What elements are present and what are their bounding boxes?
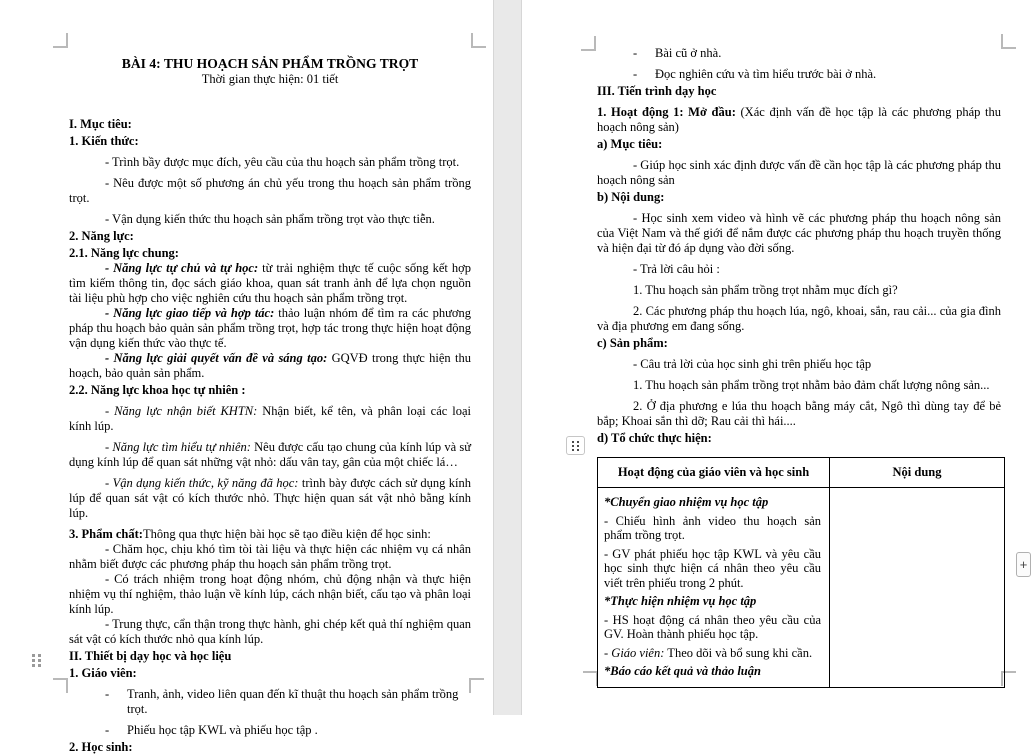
section-heading (597, 137, 1001, 152)
paragraph (69, 476, 471, 521)
crop-mark (1001, 34, 1016, 49)
paragraph-text: - Giúp học sinh xác định được vấn đề cần học tập là các phương pháp thu hoạch nông sản (597, 158, 1001, 187)
paragraph (69, 176, 471, 206)
table-header-content: Nội dung (830, 458, 1005, 488)
paragraph-text: 1. Thu hoạch sản phẩm trồng trọt nhằm bảo đảm chất lượng nông sản... (633, 378, 990, 392)
paragraph (597, 304, 1001, 334)
section-heading (69, 527, 471, 542)
list-dash: - (633, 46, 638, 60)
section-heading (69, 649, 471, 664)
paragraph-lead: - Năng lực tự chủ và tự học: (105, 261, 259, 275)
paragraph-text: - Chiếu hình ảnh video thu hoạch sản phẩm trồng trọt. (604, 513, 821, 542)
paragraph (597, 262, 1001, 277)
paragraph-lead: - Năng lực nhận biết KHTN: (105, 404, 258, 418)
paragraph-text: a) Mục tiêu: (597, 137, 663, 151)
paragraph-text: - Chăm học, chịu khó tìm tòi tài liệu và thực hiện các nhiệm vụ cá nhân nhằm biết được các phương pháp thu hoạch sản phẩm trồng trọt. (69, 542, 471, 571)
section-heading (597, 190, 1001, 205)
paragraph-text: - Trả lời câu hỏi : (633, 262, 720, 276)
paragraph-text: Đọc nghiên cứu và tìm hiểu trước bài ở nhà. (655, 67, 877, 81)
section-heading (597, 431, 1001, 446)
paragraph-text: - GV phát phiếu học tập KWL và yêu cầu học sinh thực hiện cá nhân theo yêu cầu viết trên phiếu trong 2 phút. (604, 546, 821, 590)
paragraph-text: 2.1. Năng lực chung: (69, 246, 179, 260)
list-dash: - (105, 723, 110, 737)
paragraph-text: 2. Năng lực: (69, 229, 134, 243)
paragraph-text: *Báo cáo kết quả và thảo luận (604, 664, 761, 678)
paragraph-text: GQVĐ trong thực hiện thu hoạch, bảo quản sản phẩm. (69, 351, 471, 380)
paragraph (69, 572, 471, 617)
crop-mark (581, 36, 596, 51)
paragraph-text: - Trung thực, cẩn thận trong thực hành, ghi chép kết quả thí nghiệm quan sát vật có kích thước nhỏ qua kính lúp. (69, 617, 471, 646)
paragraph-text: Theo dõi và bổ sung khi cần. (664, 645, 813, 660)
activity-table (597, 457, 1005, 688)
paragraph (597, 357, 1001, 372)
crop-mark (471, 33, 486, 48)
paragraph-text: 2. Học sinh: (69, 740, 133, 754)
paragraph-text: Tranh, ảnh, video liên quan đến kĩ thuật thu hoạch sản phẩm trồng trọt. (127, 687, 459, 716)
document-title (69, 55, 471, 72)
paragraph-text: từ trải nghiệm thực tế cuộc sống kết hợp tìm kiếm thông tin, đọc sách giáo khoa, quan sát tranh ảnh để lựa chọn nguồn tài liệu phù hợp cho việc nghiên cứu thu hoạch sản phẩm trồng trọt. (69, 261, 471, 305)
table-cell-activities (598, 488, 830, 688)
table-step-heading (604, 664, 821, 679)
section-heading (69, 666, 471, 681)
paragraph-text: (Xác định vấn đề học tập là các phương pháp thu hoạch nông sản) (597, 105, 1001, 134)
paragraph-lead: - Năng lực giải quyết vấn đề và sáng tạo: (105, 351, 328, 365)
paragraph (597, 378, 1001, 393)
drag-handle-icon[interactable] (32, 654, 35, 657)
paragraph-text: 1. Kiến thức: (69, 134, 139, 148)
paragraph (69, 306, 471, 351)
paragraph-text: thảo luận nhóm để tìm ra các phương pháp thu hoạch bảo quản sản phẩm trồng trọt, hợp tác trong thực hiện hoạt động vận dụng kiến thức vào thực tế. (69, 306, 471, 350)
paragraph-lead: 3. Phẩm chất: (69, 527, 143, 541)
paragraph-text: III. Tiến trình dạy học (597, 84, 717, 98)
paragraph-lead: 1. Hoạt động 1: Mở đầu: (597, 105, 736, 119)
list-dash: - (633, 67, 638, 81)
paragraph-text: 2. Ở địa phương e lúa thu hoạch bằng máy cắt, Ngô thì dùng tay để bẻ bắp; Khoai sắn thì dỡ; Rau cải thì hái.... (597, 399, 1001, 428)
plus-icon: + (1019, 557, 1028, 572)
list-item (69, 687, 471, 717)
paragraph (597, 283, 1001, 298)
paragraph (69, 351, 471, 381)
table-move-handle-icon[interactable] (566, 436, 585, 455)
paragraph (597, 399, 1001, 429)
paragraph-text: 2.2. Năng lực khoa học tự nhiên : (69, 383, 246, 397)
paragraph-text: I. Mục tiêu: (69, 117, 132, 131)
paragraph-text: II. Thiết bị dạy học và học liệu (69, 649, 232, 663)
paragraph-text: - HS hoạt động cá nhân theo yêu cầu của GV. Hoàn thành phiếu học tập. (604, 612, 821, 641)
list-item (597, 67, 1001, 82)
section-heading (597, 84, 1001, 99)
crop-mark (583, 671, 598, 686)
page-gap (493, 0, 522, 715)
paragraph-text: d) Tổ chức thực hiện: (597, 431, 712, 445)
section-heading (69, 134, 471, 149)
page-2 (522, 0, 1032, 715)
paragraph-text: Nêu được cấu tạo chung của kính lúp và sử dụng kính lúp để quan sát những vật nhỏ: dấu vân tay, gân của một chiếc lá… (69, 440, 472, 469)
list-dash: - (105, 687, 110, 701)
paragraph-text: b) Nội dung: (597, 190, 665, 204)
table-row (598, 488, 1005, 688)
crop-mark (469, 678, 484, 693)
table-step-heading (604, 495, 821, 510)
table-paragraph (604, 547, 821, 591)
section-heading (69, 246, 471, 261)
paragraph-text: *Chuyển giao nhiệm vụ học tập (604, 495, 769, 509)
table-paragraph (604, 514, 821, 543)
paragraph-text: Nhận biết, kể tên, và phân loại các loại kính lúp. (69, 404, 471, 433)
paragraph-text: - Nêu được một số phương án chủ yếu trong thu hoạch sản phẩm trồng trọt. (69, 176, 471, 205)
section-heading (69, 117, 471, 132)
paragraph-text: Thời gian thực hiện: 01 tiết (201, 72, 339, 86)
paragraph (69, 261, 471, 306)
paragraph-lead: - Năng lực tìm hiểu tự nhiên: (105, 440, 251, 454)
section-heading (69, 383, 471, 398)
paragraph-text: trình bày được cách sử dụng kính lúp để quan sát vật có kích thước nhỏ. Thực hiện quan sát vật nhỏ bằng kính lúp. (69, 476, 471, 520)
section-heading (69, 740, 471, 755)
paragraph (69, 155, 471, 170)
paragraph-text: - Học sinh xem video và hình vẽ các phương pháp thu hoạch nông sản của Việt Nam và thế giới để nắm được các phương pháp thu hoạch truyền thống và hiện đại từ đó áp dụng vào đời sống. (597, 211, 1001, 255)
paragraph-lead: - Vận dụng kiến thức, kỹ năng đã học: (105, 476, 299, 490)
list-item (597, 46, 1001, 61)
paragraph (597, 211, 1001, 256)
document-subtitle (69, 72, 471, 87)
page-1 (0, 0, 493, 754)
paragraph-text: - Trình bầy được mục đích, yêu cầu của thu hoạch sản phẩm trồng trọt. (105, 155, 460, 169)
table-paragraph (604, 646, 821, 661)
paragraph-text: Thông qua thực hiện bài học sẽ tạo điều kiện để học sinh: (142, 527, 431, 541)
crop-mark (53, 678, 68, 693)
paragraph-text: Bài cũ ở nhà. (655, 46, 722, 60)
section-heading (597, 336, 1001, 351)
table-cell-content (830, 488, 1005, 688)
paragraph (69, 440, 471, 470)
paragraph (69, 404, 471, 434)
table-header-row (598, 458, 1005, 488)
paragraph-text: 1. Thu hoạch sản phẩm trồng trọt nhằm mục đích gì? (633, 283, 898, 297)
section-heading (597, 105, 1001, 135)
page-2-text (597, 40, 1001, 446)
paragraph-text: - Vận dụng kiến thức thu hoạch sản phẩm trồng trọt vào thực tiễn. (105, 212, 435, 226)
list-item (69, 723, 471, 738)
paragraph (69, 542, 471, 572)
table-step-heading (604, 594, 821, 609)
table-paragraph (604, 613, 821, 642)
crop-mark (53, 33, 68, 48)
paragraph (597, 158, 1001, 188)
paragraph-text: Phiếu học tập KWL và phiếu học tập . (127, 723, 318, 737)
page-1-text (69, 55, 471, 755)
paragraph-lead: - Giáo viên: (604, 645, 665, 660)
paragraph-text: 2. Các phương pháp thu hoạch lúa, ngô, khoai, sắn, rau cải... của gia đình và địa phương em đang sống. (597, 304, 1001, 333)
paragraph-text: *Thực hiện nhiệm vụ học tập (604, 594, 757, 608)
paragraph-text: 1. Giáo viên: (69, 666, 137, 680)
paragraph-text: - Có trách nhiệm trong hoạt động nhóm, chủ động nhận và thực hiện nhiệm vụ thí nghiệm, thảo luận về kính lúp, cách nhận biết, cấu tạo và phân loại kính lúp. (69, 572, 471, 616)
paragraph (69, 212, 471, 227)
table-header-activities: Hoạt động của giáo viên và học sinh (598, 458, 830, 488)
insert-plus-button[interactable] (1016, 552, 1031, 577)
paragraph (69, 617, 471, 647)
paragraph-text: - Câu trả lời của học sinh ghi trên phiếu học tập (633, 357, 872, 371)
paragraph-text: BÀI 4: THU HOẠCH SẢN PHẨM TRỒNG TRỌT (121, 56, 419, 71)
paragraph-text: c) Sản phẩm: (597, 336, 668, 350)
paragraph-lead: - Năng lực giao tiếp và hợp tác: (105, 306, 275, 320)
section-heading (69, 229, 471, 244)
